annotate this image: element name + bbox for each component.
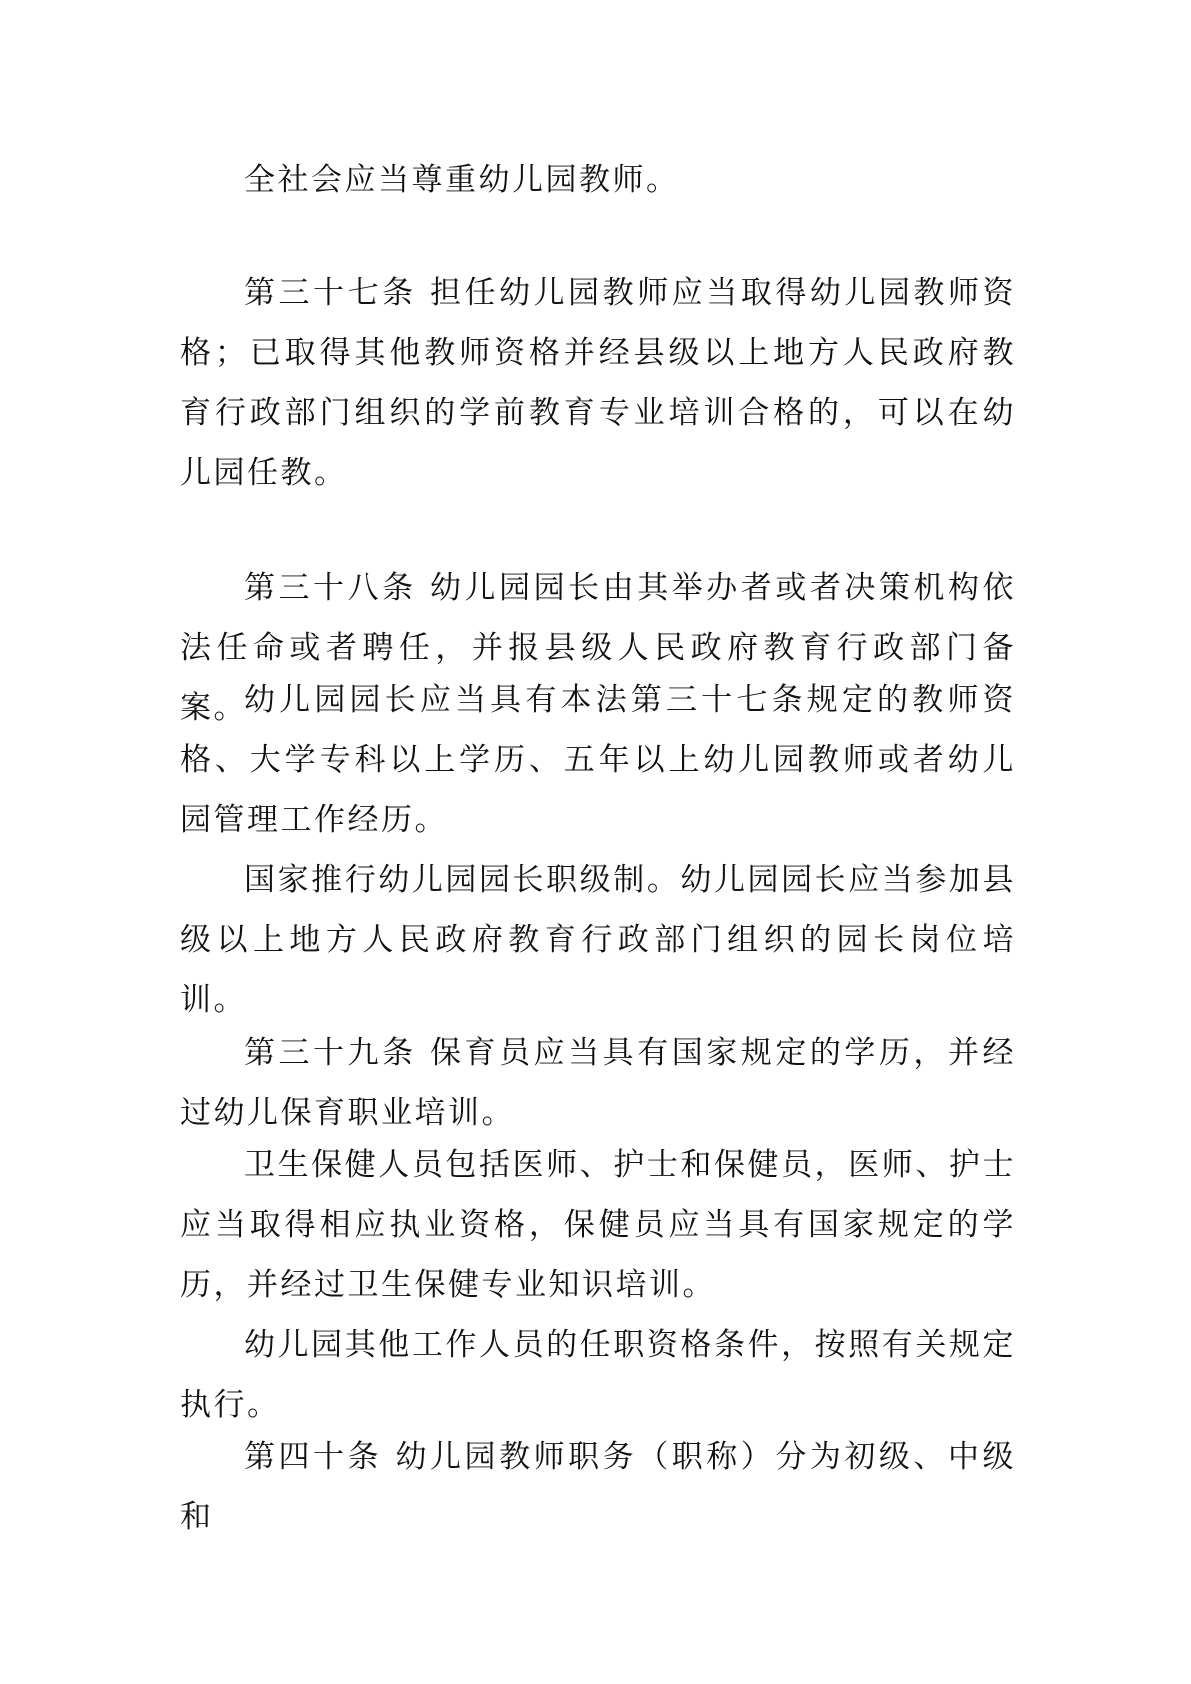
- paragraph-director-qualifications: 幼儿园园长应当具有本法第三十七条规定的教师资格、大学专科以上学历、五年以上幼儿园教师或者幼儿园管理工作经历。: [180, 682, 1016, 838]
- paragraph-respect-teachers: 全社会应当尊重幼儿园教师。: [244, 162, 680, 198]
- paragraph-director-rank-system: 国家推行幼儿园园长职级制。幼儿园园长应当参加县级以上地方人民政府教育行政部门组织的园长岗位培训。: [180, 862, 1016, 1018]
- paragraph-other-staff: 幼儿园其他工作人员的任职资格条件，按照有关规定执行。: [180, 1327, 1016, 1423]
- paragraph-article-40: 第四十条 幼儿园教师职务（职称）分为初级、中级和: [180, 1439, 1016, 1535]
- paragraph-health-staff: 卫生保健人员包括医师、护士和保健员，医师、护士应当取得相应执业资格，保健员应当具有国家规定的学历，并经过卫生保健专业知识培训。: [180, 1147, 1016, 1303]
- paragraph-article-37: 第三十七条 担任幼儿园教师应当取得幼儿园教师资格；已取得其他教师资格并经县级以上地方人民政府教育行政部门组织的学前教育专业培训合格的，可以在幼儿园任教。: [180, 275, 1016, 491]
- paragraph-article-39: 第三十九条 保育员应当具有国家规定的学历，并经过幼儿保育职业培训。: [180, 1035, 1016, 1131]
- paragraph-article-38: 第三十八条 幼儿园园长由其举办者或者决策机构依法任命或者聘任，并报县级人民政府教育行政部门备案。: [180, 570, 1016, 726]
